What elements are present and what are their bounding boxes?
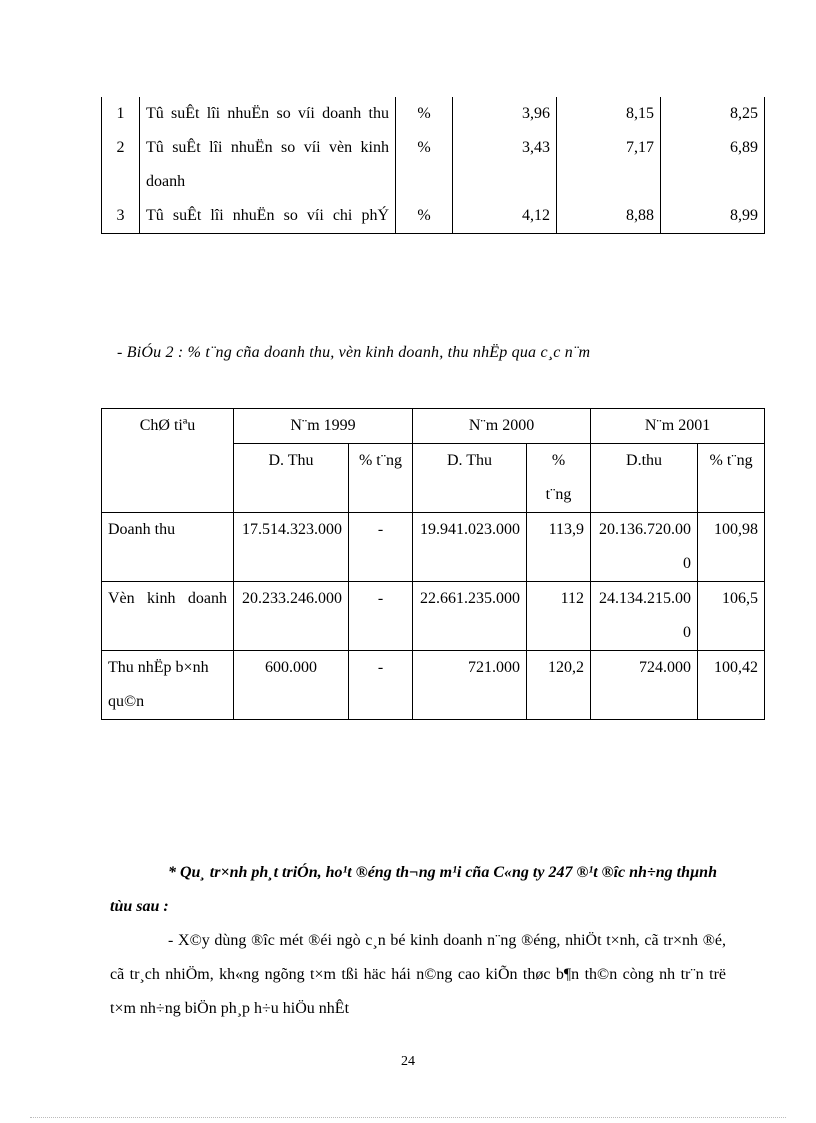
row-value: 112 [527, 582, 591, 651]
row-value: 6,89 [661, 131, 765, 199]
row-number: 2 [102, 131, 140, 199]
subheader-growth: % t¨ng [349, 444, 413, 513]
subheader-revenue: D. Thu [234, 444, 349, 513]
row-label: Thu nhËp b×nh qu©n [102, 651, 234, 720]
subheader-revenue: D. Thu [413, 444, 527, 513]
growth-table [101, 408, 765, 720]
row-value: 4,12 [453, 199, 557, 234]
row-value: 8,15 [557, 97, 661, 131]
row-value: - [349, 651, 413, 720]
row-value: 8,88 [557, 199, 661, 234]
row-value: - [349, 513, 413, 582]
page-number: 24 [401, 1054, 415, 1069]
table-row [102, 131, 765, 199]
row-unit: % [396, 97, 453, 131]
header-year-2000: N¨m 2000 [413, 409, 591, 444]
row-value: 20.136.720.000 [591, 513, 698, 582]
row-unit: % [396, 131, 453, 199]
row-number: 1 [102, 97, 140, 131]
table-row [102, 97, 765, 131]
row-number: 3 [102, 199, 140, 234]
row-unit: % [396, 199, 453, 234]
row-label: Tû suÊt lîi nhuËn so víi vèn kinh doanh [140, 131, 396, 199]
chart-caption: - BiÓu 2 : % t¨ng cña doanh thu, vèn kinh doanh, thu nhËp qua c¸c n¨m [117, 344, 591, 361]
subheader-revenue: D.thu [591, 444, 698, 513]
row-value: 721.000 [413, 651, 527, 720]
row-value: 22.661.235.000 [413, 582, 527, 651]
row-label: Vèn kinh doanh [102, 582, 234, 651]
section-heading: * Qu¸ tr×nh ph¸t triÓn, ho¹t ®éng th¬ng m¹i cña C«ng ty 247 ®¹t ®îc nh÷ng thµnh tùu sau : [110, 864, 717, 915]
row-value: 100,98 [698, 513, 765, 582]
row-value: 3,43 [453, 131, 557, 199]
row-value: - [349, 582, 413, 651]
row-value: 724.000 [591, 651, 698, 720]
row-value: 120,2 [527, 651, 591, 720]
row-value: 20.233.246.000 [234, 582, 349, 651]
table-row [102, 582, 765, 651]
row-label: Tû suÊt lîi nhuËn so víi doanh thu [140, 97, 396, 131]
row-value: 8,99 [661, 199, 765, 234]
row-value: 24.134.215.000 [591, 582, 698, 651]
row-value: 17.514.323.000 [234, 513, 349, 582]
row-value: 106,5 [698, 582, 765, 651]
row-value: 8,25 [661, 97, 765, 131]
header-indicator: ChØ tiªu [102, 409, 234, 513]
header-year-1999: N¨m 1999 [234, 409, 413, 444]
header-year-2001: N¨m 2001 [591, 409, 765, 444]
row-value: 19.941.023.000 [413, 513, 527, 582]
row-value: 7,17 [557, 131, 661, 199]
row-label: Doanh thu [102, 513, 234, 582]
row-value: 100,42 [698, 651, 765, 720]
row-value: 600.000 [234, 651, 349, 720]
row-value: 113,9 [527, 513, 591, 582]
table-row [102, 199, 765, 234]
body-paragraph: - X©y dùng ®îc mét ®éi ngò c¸n bé kinh doanh n¨ng ®éng, nhiÖt t×nh, cã tr×nh ®é, cã tr¸ch nhiÖm, kh«ng ngõng t×m tßi häc hái n©ng cao kiÕn thøc b¶n th©n còng nh tr¨n trë t×m nh÷ng biÖn ph¸p h÷u hiÖu nhÊt [110, 932, 726, 1017]
row-label: Tû suÊt lîi nhuËn so víi chi phÝ [140, 199, 396, 234]
table-header-row [102, 409, 765, 444]
page-divider [30, 1117, 786, 1118]
table-row [102, 513, 765, 582]
subheader-growth: % t¨ng [698, 444, 765, 513]
subheader-growth: % t¨ng [527, 444, 591, 513]
profit-ratio-table [101, 97, 765, 234]
table-row [102, 651, 765, 720]
row-value: 3,96 [453, 97, 557, 131]
